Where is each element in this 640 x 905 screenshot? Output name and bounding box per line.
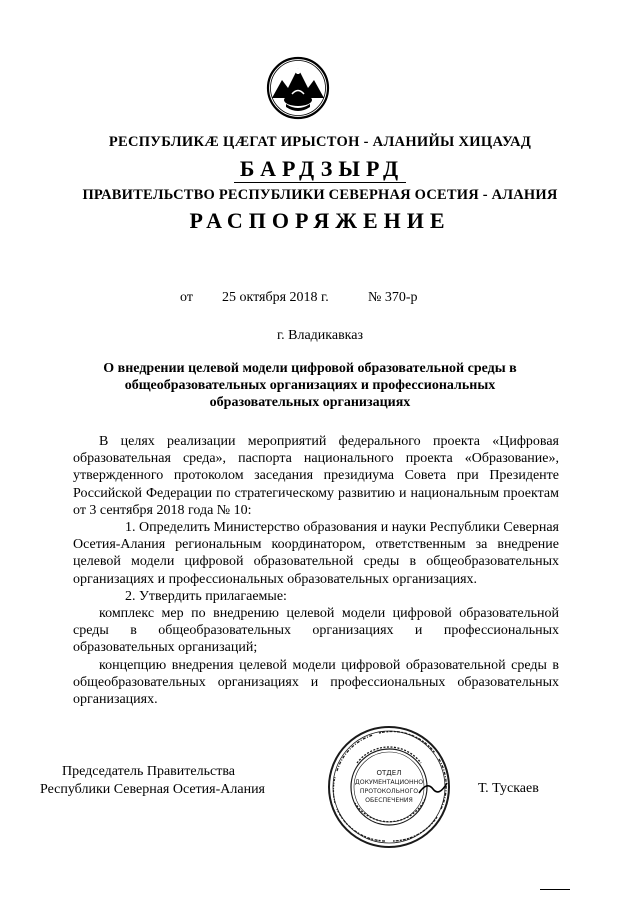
document-number: № 370-р — [368, 290, 418, 305]
item-2-number: 2. — [125, 588, 136, 604]
signatory-name: Т. Тускаев — [478, 781, 539, 796]
item-2-text: Утвердить прилагаемые: — [139, 588, 287, 604]
item-1 — [73, 519, 559, 588]
signatory-role-line-1: Председатель Правительства — [62, 764, 235, 779]
item-1-number: 1. — [125, 520, 136, 536]
stamp-center-line-4: ОБЕСПЕЧЕНИЯ — [365, 797, 413, 804]
official-stamp — [323, 723, 455, 851]
header-russian-government: ПРАВИТЕЛЬСТВО РЕСПУБЛИКИ СЕВЕРНАЯ ОСЕТИЯ - АЛАНИЯ — [82, 187, 558, 203]
coat-of-arms-emblem — [264, 54, 332, 120]
signatory-role-line-2: Республики Северная Осетия-Алания — [40, 781, 265, 797]
city: г. Владикавказ — [276, 328, 364, 343]
footer-line — [540, 889, 570, 890]
document-body — [73, 433, 559, 708]
subitem-1: комплекс мер по внедрению целевой модели цифровой образовательной среды в общеобразовательных организациях и профессиональных образовательных организаций; — [73, 606, 559, 656]
item-1-text: Определить Министерство образования и науки Республики Северная Осетия-Алания региональным координатором, ответственным за внедрение целевой модели цифровой образовательной среды в общеобразовательных организациях и профессиональных образовательных организациях. — [73, 520, 559, 587]
stamp-center-line-3: ПРОТОКОЛЬНОГО — [359, 788, 419, 795]
header-ossetian-document-type — [0, 156, 640, 182]
stamp-center-line-1: ОТДЕЛ — [376, 769, 402, 777]
signatory-role — [40, 763, 265, 798]
date-prefix: от — [180, 290, 193, 305]
header-russian-document-type: РАСПОРЯЖЕНИЕ — [189, 208, 451, 233]
header-ossetian-government: РЕСПУБЛИКӔ ЦӔГАТ ИРЫСТОН - АЛАНИЙЫ ХИЦАУАД — [108, 134, 532, 150]
item-2 — [73, 588, 559, 605]
header-ossetian-document-type-text: БАРДЗЫРД — [234, 156, 406, 183]
document-title: О внедрении целевой модели цифровой образовательной среды в общеобразовательных организациях и профессиональных образовательных организациях — [103, 361, 517, 410]
document-date: 25 октября 2018 г. — [222, 290, 329, 305]
subitem-2: концепцию внедрения целевой модели цифровой образовательной среды в общеобразовательных организациях и профессиональных образовательных организациях. — [73, 657, 559, 708]
stamp-center-line-2: ДОКУМЕНТАЦИОННО — [354, 779, 424, 786]
intro-paragraph: В целях реализации мероприятий федерального проекта «Цифровая образовательная среда», паспорта национального проекта «Образование», утвержденного протоколом заседания президиума Совета при Президенте Российской Федерации по стратегическому развитию и национальным проектам от 3 сентября 2018 года № 10: — [73, 434, 559, 518]
